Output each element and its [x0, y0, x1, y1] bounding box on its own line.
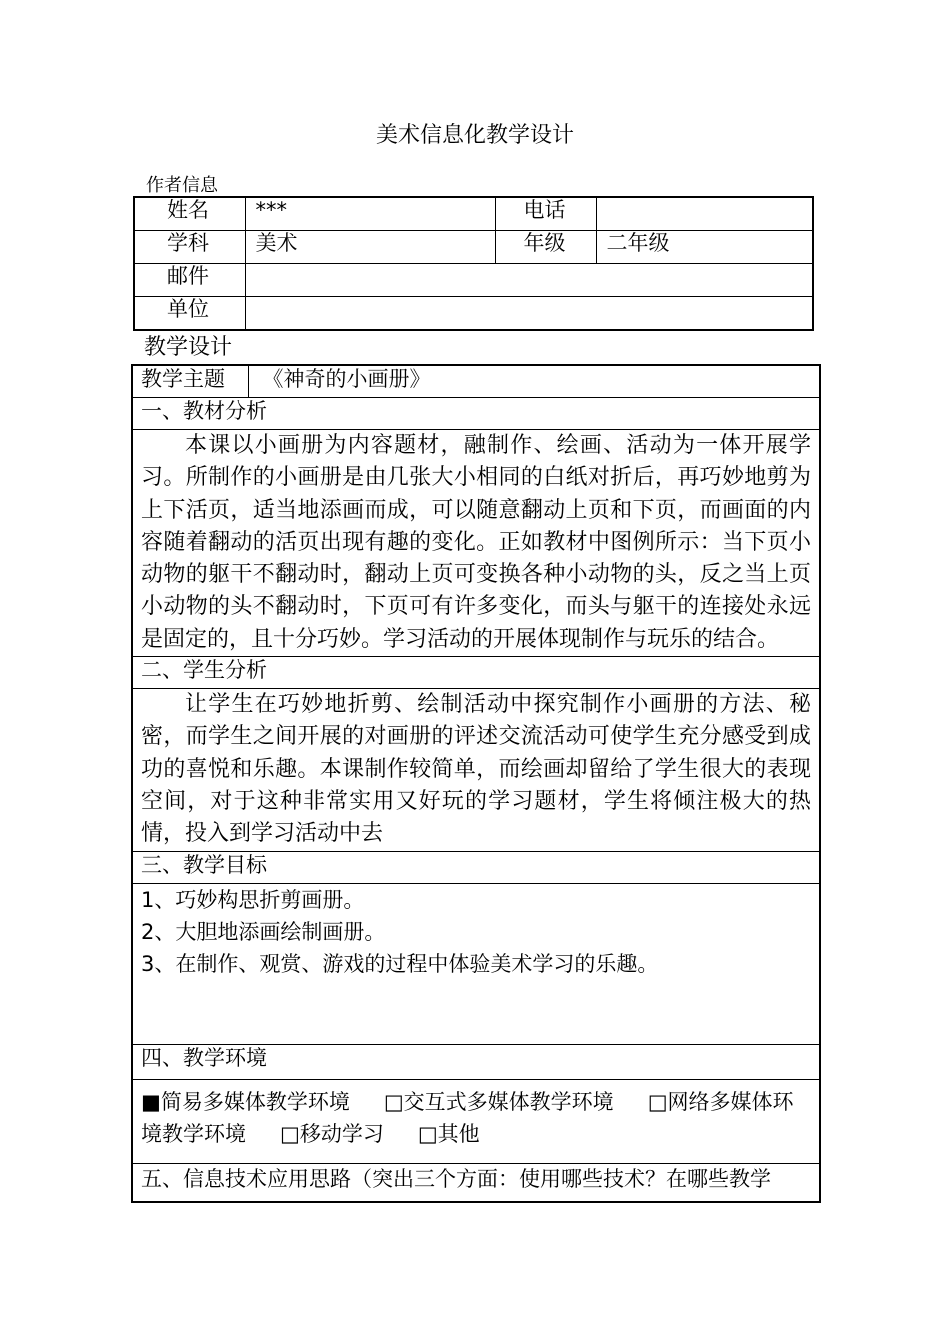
name-label: 姓名: [134, 197, 245, 231]
grade-value: 二年级: [596, 231, 813, 264]
email-label: 邮件: [134, 264, 245, 297]
environment-heading: 四、教学环境: [132, 1045, 820, 1080]
teaching-design-label: 教学设计: [144, 335, 233, 360]
table-row: [134, 231, 813, 264]
material-text: 本课以小画册为内容题材，融制作、绘画、活动为一体开展学习。所制作的小画册是由几张大小相同的白纸对折后，再巧妙地剪为上下活页，适当地添画而成，可以随意翻动上页和下页，而画面的内容随着翻动的活页出现有趣的变化。正如教材中图例所示：当下页小动物的躯干不翻动时，翻动上页可变换各种小动物的头，反之当上页小动物的头不翻动时，下页可有许多变化，而头与躯干的连接处永远是固定的，且十分巧妙。学习活动的开展体现制作与玩乐的结合。: [132, 430, 820, 657]
list-item: 2、大胆地添画绘制画册。: [141, 920, 386, 945]
list-item: 3、在制作、观赏、游戏的过程中体验美术学习的乐趣。: [141, 952, 659, 977]
goals-list: [132, 884, 820, 1045]
phone-value: [596, 197, 813, 231]
table-row: [134, 264, 813, 297]
table-row: [132, 657, 820, 689]
students-heading: 二、学生分析: [132, 657, 820, 689]
email-value: [245, 264, 813, 297]
grade-label: 年级: [495, 231, 596, 264]
topic-label: 教学主题: [132, 365, 248, 398]
table-row: [132, 884, 820, 1045]
tech-heading: 五、信息技术应用思路（突出三个方面：使用哪些技术？在哪些教学: [132, 1164, 820, 1203]
table-row: [132, 1080, 820, 1164]
material-heading: 一、教材分析: [132, 398, 820, 430]
unit-label: 单位: [134, 297, 245, 331]
name-value: ***: [245, 197, 495, 231]
goals-heading: 三、教学目标: [132, 852, 820, 884]
subject-value: 美术: [245, 231, 495, 264]
students-text: 让学生在巧妙地折剪、绘制活动中探究制作小画册的方法、秘密，而学生之间开展的对画册的评述交流活动可使学生充分感受到成功的喜悦和乐趣。本课制作较简单，而绘画却留给了学生很大的表现空间，对于这种非常实用又好玩的学习题材，学生将倾注极大的热情，投入到学习活动中去: [132, 689, 820, 852]
table-row: [132, 398, 820, 430]
table-row: [134, 297, 813, 331]
unit-value: [245, 297, 813, 331]
env-option-other[interactable]: □其他: [417, 1122, 480, 1147]
table-row: [132, 430, 820, 657]
author-info-table: [133, 196, 814, 331]
table-row: [132, 365, 820, 398]
table-row: [134, 197, 813, 231]
env-option-mobile-learning[interactable]: □移动学习: [280, 1122, 384, 1147]
env-option-network-multimedia[interactable]: □网络多媒体环境教学环境: [141, 1090, 794, 1147]
table-row: [132, 1045, 820, 1080]
topic-value: 《神奇的小画册》: [248, 365, 820, 398]
phone-label: 电话: [495, 197, 596, 231]
table-row: [132, 689, 820, 852]
environment-options: [132, 1080, 820, 1164]
table-row: [132, 852, 820, 884]
teaching-design-table: [131, 364, 821, 1203]
env-option-simple-multimedia[interactable]: ■简易多媒体教学环境: [141, 1090, 350, 1115]
document-title: 美术信息化教学设计: [375, 123, 574, 148]
list-item: 1、巧妙构思折剪画册。: [141, 888, 365, 913]
table-row: [132, 1164, 820, 1203]
env-option-interactive-multimedia[interactable]: □交互式多媒体教学环境: [383, 1090, 614, 1115]
author-info-label: 作者信息: [146, 175, 218, 196]
subject-label: 学科: [134, 231, 245, 264]
